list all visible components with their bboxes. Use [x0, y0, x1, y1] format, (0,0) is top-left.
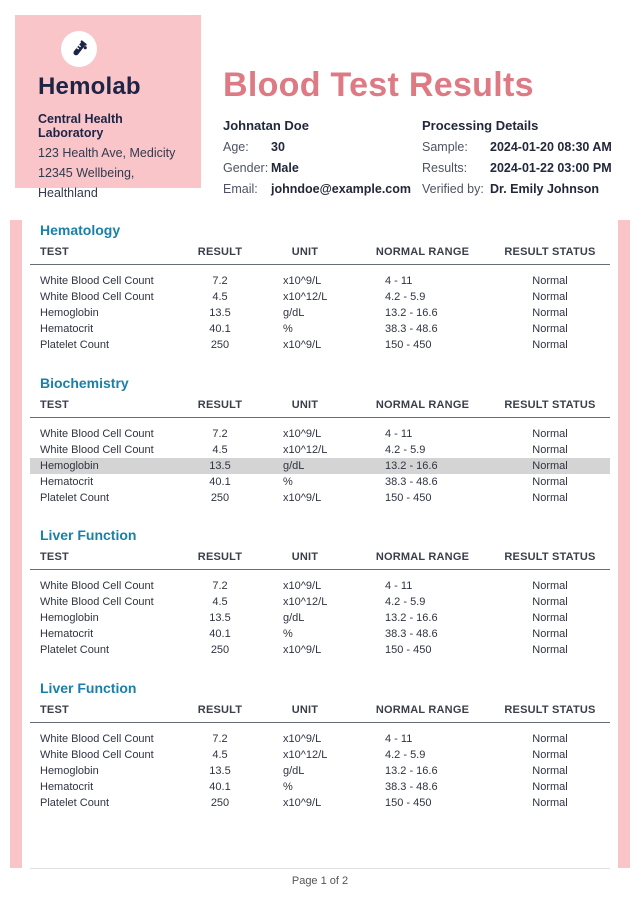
result-status-cell: Normal	[532, 323, 568, 335]
results-row	[422, 162, 612, 175]
result-cell: 40.1	[209, 323, 231, 335]
unit-cell: g/dL	[283, 612, 305, 624]
table-row	[30, 306, 610, 322]
column-header-normal-range: NORMAL RANGE	[355, 704, 490, 723]
test-name-cell: White Blood Cell Count	[40, 443, 154, 456]
test-name-cell: White Blood Cell Count	[40, 275, 154, 287]
header-right	[201, 15, 625, 197]
lab-section	[22, 681, 618, 812]
unit-cell: x10^9/L	[283, 580, 322, 592]
result-cell: 40.1	[209, 475, 231, 488]
section-heading: Liver Function	[40, 527, 137, 543]
report-sections	[10, 220, 630, 868]
result-cell: 4.5	[212, 596, 228, 608]
result-status-cell: Normal	[532, 780, 568, 793]
column-header-unit: UNIT	[255, 399, 355, 418]
table-row	[30, 643, 610, 659]
table-row	[30, 779, 610, 795]
test-name-cell: Platelet Count	[40, 796, 110, 809]
unit-cell: x10^9/L	[283, 275, 322, 287]
table-row	[30, 442, 610, 458]
result-cell: 7.2	[212, 732, 228, 745]
address-line-1: 123 Health Ave, Medicity	[38, 146, 176, 160]
gender-value: Male	[271, 161, 299, 176]
brand-name: Hemolab	[38, 73, 141, 100]
table-row	[30, 595, 610, 611]
result-cell: 13.5	[185, 458, 255, 474]
column-header-test: TEST	[30, 704, 185, 723]
section-heading: Hematology	[40, 222, 121, 238]
section-heading: Liver Function	[40, 679, 137, 696]
result-status-cell: Normal	[532, 580, 568, 592]
result-status-cell: Normal	[532, 475, 568, 488]
age-value: 30	[271, 140, 285, 155]
normal-range-cell: 4 - 11	[385, 427, 413, 440]
normal-range-cell: 4.2 - 5.9	[385, 291, 426, 303]
unit-cell: x10^12/L	[283, 748, 328, 761]
test-name-cell: Hematocrit	[40, 628, 94, 640]
sample-label: Sample:	[422, 140, 468, 155]
test-name-cell: White Blood Cell Count	[40, 596, 154, 608]
result-status-cell: Normal	[532, 596, 568, 608]
normal-range-cell: 13.2 - 16.6	[385, 307, 438, 319]
table-row	[30, 570, 610, 595]
column-header-result-status: RESULT STATUS	[490, 399, 610, 418]
result-status-cell: Normal	[532, 307, 568, 319]
table-row	[30, 722, 610, 747]
test-name-cell: Hematocrit	[40, 323, 94, 335]
table-header-row	[30, 399, 610, 418]
result-status-cell: Normal	[532, 339, 568, 351]
lab-name: Central Health Laboratory	[38, 112, 123, 140]
normal-range-cell: 38.3 - 48.6	[385, 628, 438, 640]
column-header-result: RESULT	[185, 551, 255, 570]
column-header-result-status: RESULT STATUS	[490, 246, 610, 265]
test-name-cell: White Blood Cell Count	[40, 748, 154, 761]
test-name-cell: Hematocrit	[40, 475, 94, 488]
result-status-cell: Normal	[532, 796, 568, 809]
page-header	[0, 0, 640, 200]
result-status-cell: Normal	[532, 443, 568, 456]
normal-range-cell: 4 - 11	[385, 580, 413, 592]
unit-cell: g/dL	[255, 458, 355, 474]
result-cell: 7.2	[212, 580, 228, 592]
normal-range-cell: 13.2 - 16.6	[385, 612, 438, 624]
results-table	[30, 246, 610, 354]
sample-value: 2024-01-20 08:30 AM	[490, 140, 612, 155]
column-header-result: RESULT	[185, 399, 255, 418]
patient-age-row	[223, 141, 422, 154]
column-header-normal-range: NORMAL RANGE	[355, 246, 490, 265]
test-name-cell: Hematocrit	[40, 780, 94, 793]
section-heading: Biochemistry	[40, 374, 129, 391]
result-status-cell: Normal	[532, 764, 568, 777]
results-value: 2024-01-22 03:00 PM	[490, 161, 612, 176]
address-line-2: 12345 Wellbeing,	[38, 166, 135, 180]
table-row	[30, 322, 610, 338]
table-row	[30, 627, 610, 643]
address-line-3: Healthland	[38, 186, 98, 200]
age-label: Age:	[223, 140, 249, 155]
page-footer	[30, 868, 610, 887]
page-title: Blood Test Results	[223, 66, 534, 104]
unit-cell: x10^12/L	[283, 291, 328, 303]
table-row	[30, 338, 610, 354]
column-header-unit: UNIT	[255, 704, 355, 723]
lab-section	[22, 223, 618, 354]
table-row	[30, 490, 610, 506]
column-header-result-status: RESULT STATUS	[490, 551, 610, 570]
table-header-row	[30, 704, 610, 723]
table-row	[30, 458, 610, 474]
normal-range-cell: 150 - 450	[385, 491, 432, 504]
unit-cell: x10^9/L	[283, 339, 322, 351]
processing-heading: Processing Details	[422, 118, 539, 134]
table-row	[30, 265, 610, 290]
column-header-result-status: RESULT STATUS	[490, 704, 610, 723]
test-name-cell: Hemoglobin	[40, 764, 99, 777]
normal-range-cell: 4 - 11	[385, 732, 413, 745]
result-status-cell: Normal	[532, 427, 568, 440]
test-name-cell: Platelet Count	[40, 644, 110, 656]
unit-cell: %	[283, 628, 293, 640]
gender-label: Gender:	[223, 161, 269, 176]
patient-name: Johnatan Doe	[223, 118, 309, 134]
verified-by-label: Verified by:	[422, 182, 484, 197]
verified-by-row	[422, 183, 612, 196]
table-row	[30, 611, 610, 627]
result-cell: 7.2	[212, 427, 228, 440]
test-name-cell: Platelet Count	[40, 339, 110, 351]
result-cell: 13.5	[209, 764, 231, 777]
result-status-cell: Normal	[532, 644, 568, 656]
patient-gender-row	[223, 162, 422, 175]
normal-range-cell: 38.3 - 48.6	[385, 780, 438, 793]
results-table	[30, 704, 610, 812]
processing-details	[422, 118, 612, 196]
unit-cell: g/dL	[283, 764, 305, 777]
normal-range-cell: 150 - 450	[385, 644, 432, 656]
sample-row	[422, 141, 612, 154]
table-header-row	[30, 551, 610, 570]
test-name-cell: White Blood Cell Count	[40, 732, 154, 745]
column-header-normal-range: NORMAL RANGE	[355, 551, 490, 570]
column-header-normal-range: NORMAL RANGE	[355, 399, 490, 418]
email-label: Email:	[223, 182, 258, 197]
unit-cell: %	[283, 475, 293, 488]
result-cell: 4.5	[212, 748, 228, 761]
result-cell: 13.5	[209, 307, 231, 319]
unit-cell: %	[283, 323, 293, 335]
result-cell: 7.2	[212, 275, 228, 287]
result-cell: 250	[210, 644, 230, 656]
normal-range-cell: 150 - 450	[385, 796, 432, 809]
test-name-cell: Platelet Count	[40, 491, 110, 504]
result-cell: 40.1	[209, 780, 231, 793]
unit-cell: x10^9/L	[283, 427, 322, 440]
verified-by-value: Dr. Emily Johnson	[490, 182, 600, 197]
normal-range-cell: 4 - 11	[385, 275, 413, 287]
result-cell: 4.5	[212, 291, 228, 303]
table-row	[30, 763, 610, 779]
results-table	[30, 551, 610, 659]
test-name-cell: White Blood Cell Count	[40, 291, 154, 303]
info-columns	[223, 118, 625, 196]
column-header-test: TEST	[30, 551, 185, 570]
table-header-row	[30, 246, 610, 265]
column-header-unit: UNIT	[255, 551, 355, 570]
test-name-cell: White Blood Cell Count	[40, 427, 154, 440]
lab-section	[22, 376, 618, 507]
patient-info	[223, 118, 422, 196]
result-cell: 4.5	[212, 443, 228, 456]
table-row	[30, 417, 610, 442]
results-label: Results:	[422, 161, 468, 176]
test-name-cell: Hemoglobin	[40, 307, 99, 319]
unit-cell: x10^9/L	[283, 491, 322, 504]
email-value: johndoe@example.com	[271, 182, 411, 197]
brand-logo	[61, 31, 97, 67]
test-name-cell: Hemoglobin	[30, 458, 185, 474]
normal-range-cell: 150 - 450	[385, 339, 432, 351]
normal-range-cell: 4.2 - 5.9	[385, 748, 426, 761]
normal-range-cell: 38.3 - 48.6	[385, 475, 438, 488]
table-row	[30, 474, 610, 490]
result-status-cell: Normal	[532, 291, 568, 303]
lab-section	[22, 528, 618, 659]
results-table	[30, 399, 610, 507]
unit-cell: x10^9/L	[283, 796, 322, 809]
test-name-cell: White Blood Cell Count	[40, 580, 154, 592]
result-status-cell: Normal	[532, 491, 568, 504]
result-cell: 13.5	[209, 612, 231, 624]
result-cell: 40.1	[209, 628, 231, 640]
table-row	[30, 747, 610, 763]
normal-range-cell: 4.2 - 5.9	[385, 443, 426, 456]
result-cell: 250	[210, 796, 230, 809]
column-header-test: TEST	[30, 246, 185, 265]
table-row	[30, 795, 610, 811]
normal-range-cell: 38.3 - 48.6	[385, 323, 438, 335]
unit-cell: x10^9/L	[283, 732, 322, 745]
unit-cell: x10^12/L	[283, 443, 328, 456]
result-status-cell: Normal	[532, 275, 568, 287]
test-name-cell: Hemoglobin	[40, 612, 99, 624]
normal-range-cell: 13.2 - 16.6	[355, 458, 490, 474]
patient-email-row	[223, 183, 422, 196]
result-status-cell: Normal	[532, 628, 568, 640]
brand-box	[15, 15, 201, 200]
test-tube-icon	[68, 38, 90, 60]
unit-cell: x10^12/L	[283, 596, 328, 608]
column-header-unit: UNIT	[255, 246, 355, 265]
normal-range-cell: 13.2 - 16.6	[385, 764, 438, 777]
unit-cell: g/dL	[283, 307, 305, 319]
column-header-test: TEST	[30, 399, 185, 418]
result-status-cell: Normal	[532, 612, 568, 624]
unit-cell: x10^9/L	[283, 644, 322, 656]
table-row	[30, 290, 610, 306]
result-cell: 250	[210, 339, 230, 351]
result-status-cell: Normal	[490, 458, 610, 474]
normal-range-cell: 4.2 - 5.9	[385, 596, 426, 608]
result-cell: 250	[210, 491, 230, 504]
result-status-cell: Normal	[532, 748, 568, 761]
column-header-result: RESULT	[185, 704, 255, 723]
column-header-result: RESULT	[185, 246, 255, 265]
page-number: Page 1 of 2	[291, 875, 349, 887]
result-status-cell: Normal	[532, 732, 568, 745]
unit-cell: %	[283, 780, 293, 793]
